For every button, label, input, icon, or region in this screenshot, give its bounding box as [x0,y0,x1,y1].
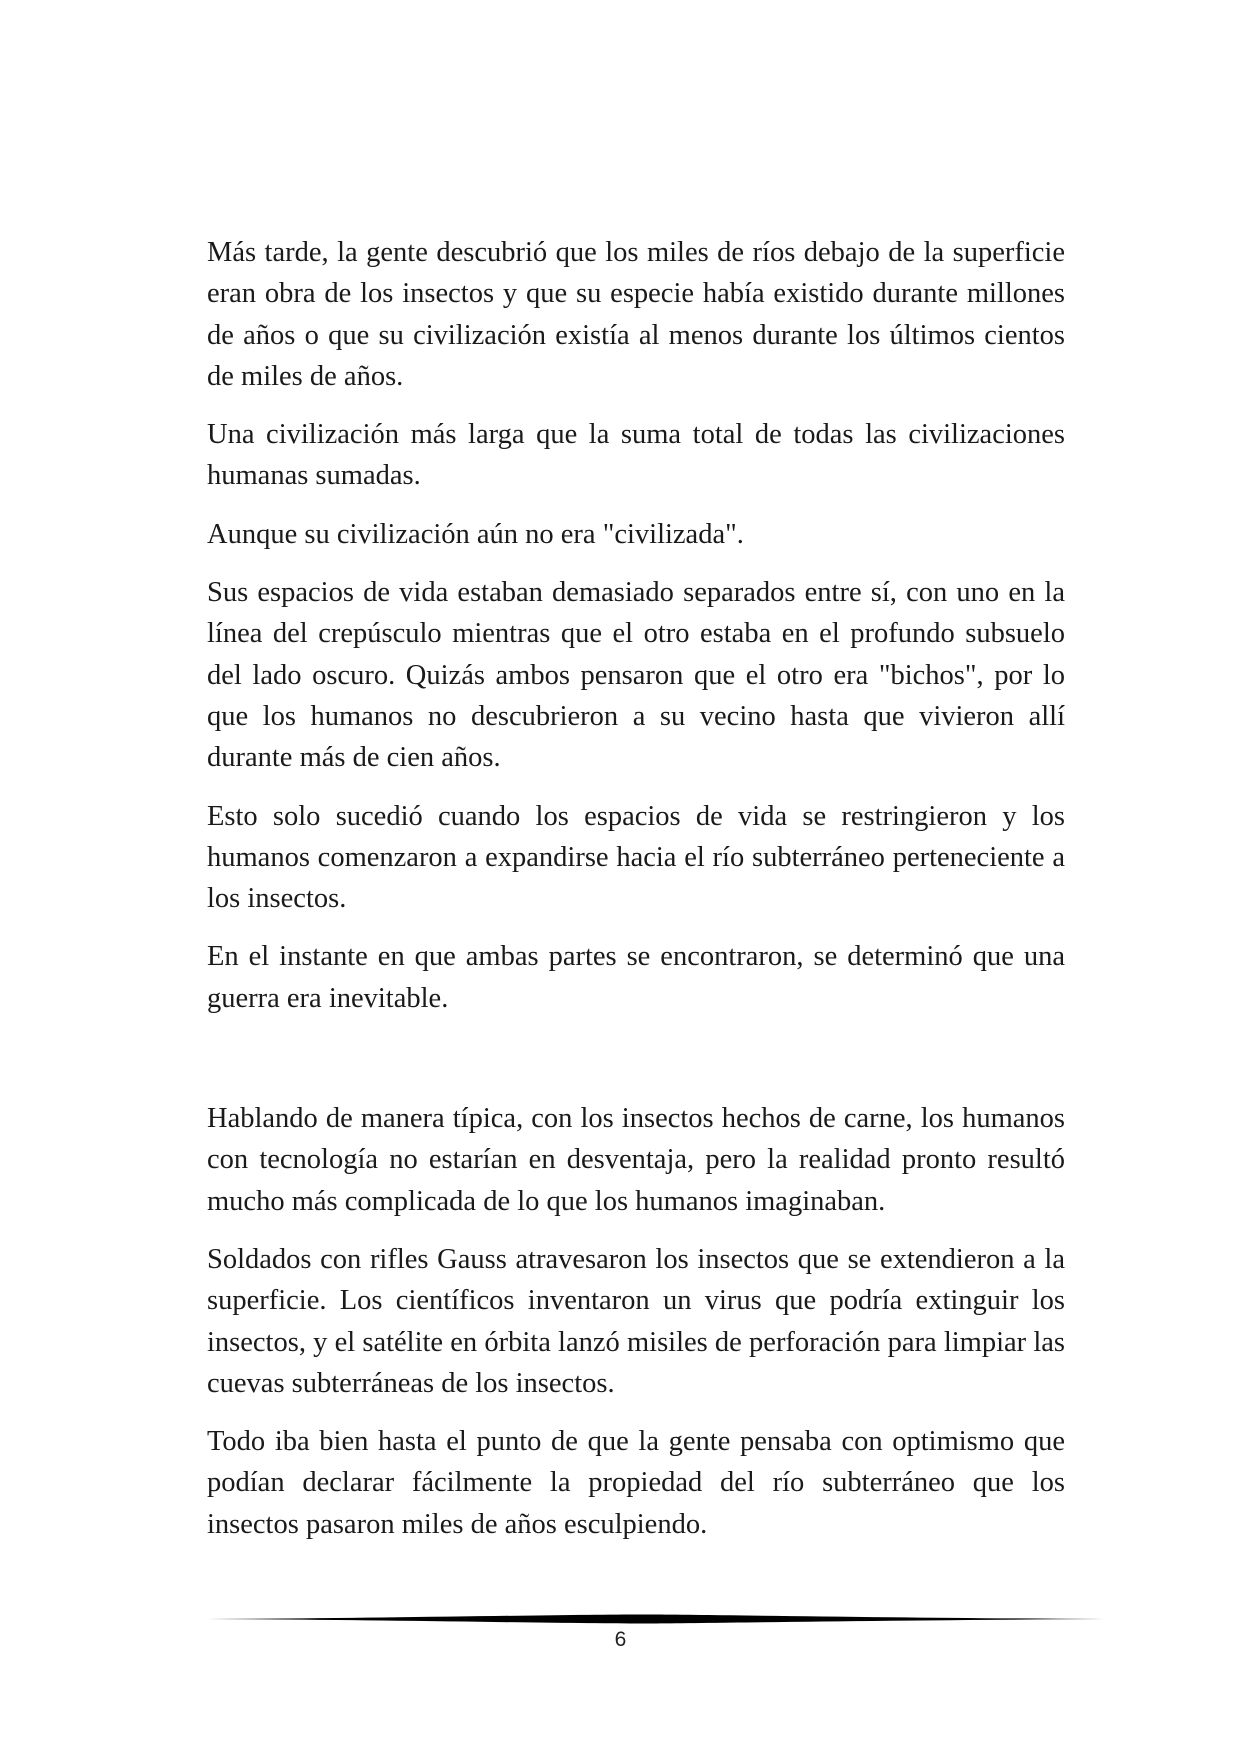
footer-divider [207,1612,1105,1626]
paragraph: Hablando de manera típica, con los insectos hechos de carne, los humanos con tecnología no estarían en desventaja, pero la realidad pronto resultó mucho más complicada de lo que los humanos imaginaban. [207,1103,1065,1217]
section-break [207,1036,1065,1098]
paragraph: Sus espacios de vida estaban demasiado separados entre sí, con uno en la línea del crepúsculo mientras que el otro estaba en el profundo subsuelo del lado oscuro. Quizás ambos pensaron que el otro era "bichos", por lo que los humanos no descubrieron a su vecino hasta que vivieron allí durante más de cien años. [207,577,1065,774]
paragraph: Todo iba bien hasta el punto de que la gente pensaba con optimismo que podían declarar fácilmente la propiedad del río subterráneo que los insectos pasaron miles de años esculpiendo. [207,1426,1065,1540]
page-body [207,232,1065,1562]
paragraph: Más tarde, la gente descubrió que los miles de ríos debajo de la superficie eran obra de los insectos y que su especie había existido durante millones de años o que su civilización existía al menos durante los últimos cientos de miles de años. [207,237,1065,392]
paragraph: Soldados con rifles Gauss atravesaron los insectos que se extendieron a la superficie. Los científicos inventaron un virus que podría extinguir los insectos, y el satélite en órbita lanzó misiles de perforación para limpiar las cuevas subterráneas de los insectos. [207,1243,1065,1399]
paragraph: Aunque su civilización aún no era "civilizada". [207,518,744,550]
page-number: 6 [614,1628,627,1651]
paragraph: En el instante en que ambas partes se encontraron, se determinó que una guerra era inevitable. [207,941,1065,1014]
paragraph: Esto solo sucedió cuando los espacios de vida se restringieron y los humanos comenzaron a expandirse hacia el río subterráneo perteneciente a los insectos. [207,800,1065,915]
paragraph: Una civilización más larga que la suma total de todas las civilizaciones humanas sumadas. [207,419,1065,492]
